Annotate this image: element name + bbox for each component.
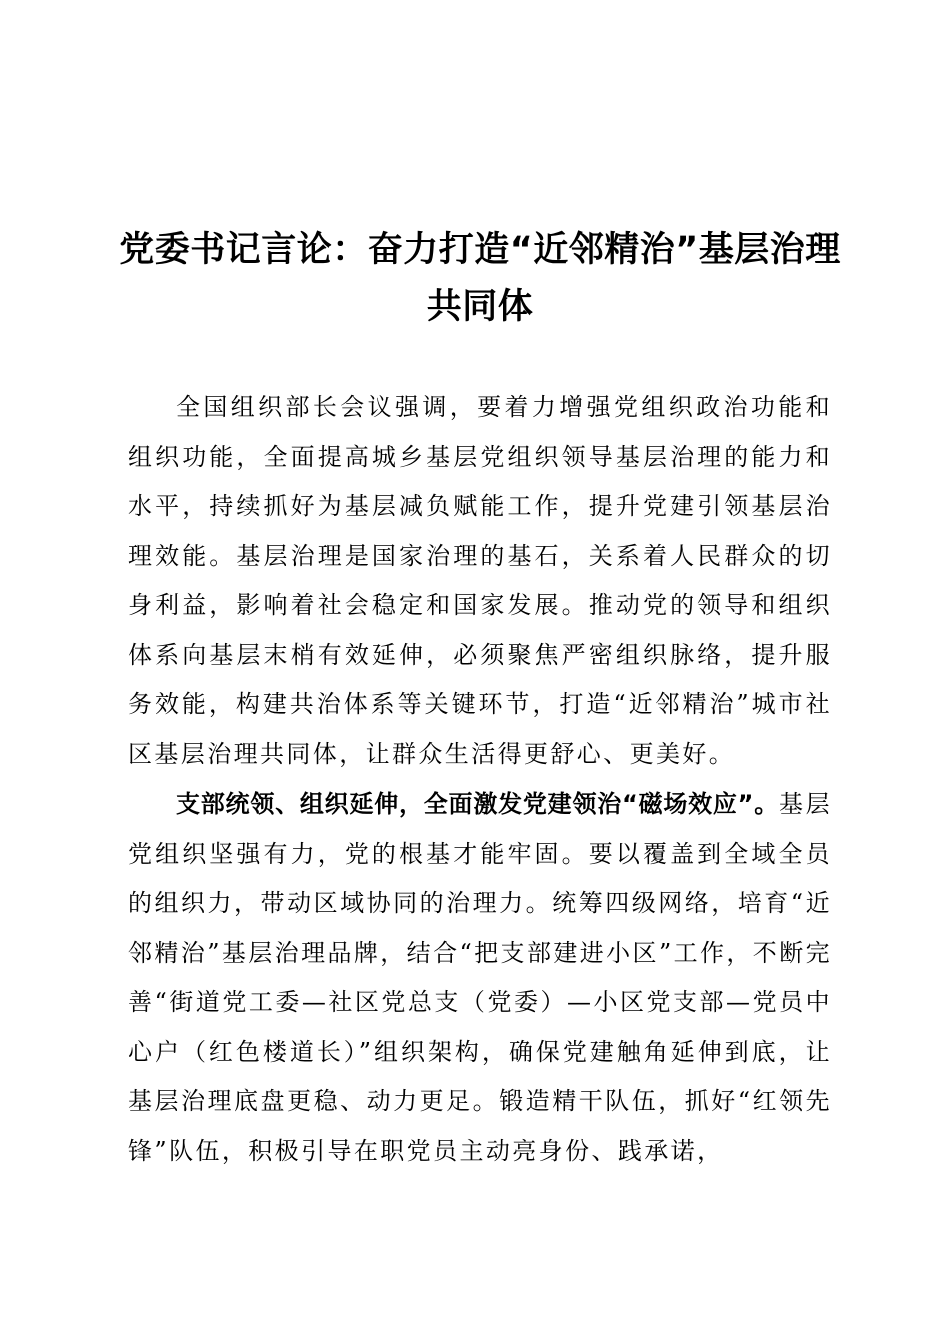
paragraph-2-heading: 支部统领、组织延伸，全面激发党建领治“磁场效应”。: [176, 790, 780, 818]
paragraph-1: [128, 383, 832, 779]
document-body: [128, 383, 832, 1176]
document-title: 党委书记言论：奋力打造“近邻精治”基层治理共同体: [119, 230, 841, 327]
paragraph-1-text: 全国组织部长会议强调，要着力增强党组织政治功能和组织功能，全面提高城乡基层党组织领导基层治理的能力和水平，持续抓好为基层减负赋能工作，提升党建引领基层治理效能。基层治理是国家治理的基石，关系着人民群众的切身利益，影响着社会稳定和国家发展。推动党的领导和组织体系向基层末梢有效延伸，必须聚焦严密组织脉络，提升服务效能，构建共治体系等关键环节，打造“近邻精治”城市社区基层治理共同体，让群众生活得更舒心、更美好。: [128, 393, 832, 768]
paragraph-2: [128, 780, 832, 1176]
paragraph-2-text: 基层党组织坚强有力，党的根基才能牢固。要以覆盖到全域全员的组织力，带动区域协同的治理力。统筹四级网络，培育“近邻精治”基层治理品牌，结合“把支部建进小区”工作，不断完善“街道党工委—社区党总支（党委）—小区党支部—党员中心户（红色楼道长）”组织架构，确保党建触角延伸到底，让基层治理底盘更稳、动力更足。锻造精干队伍，抓好“红领先锋”队伍，积极引导在职党员主动亮身份、践承诺，: [128, 790, 833, 1165]
